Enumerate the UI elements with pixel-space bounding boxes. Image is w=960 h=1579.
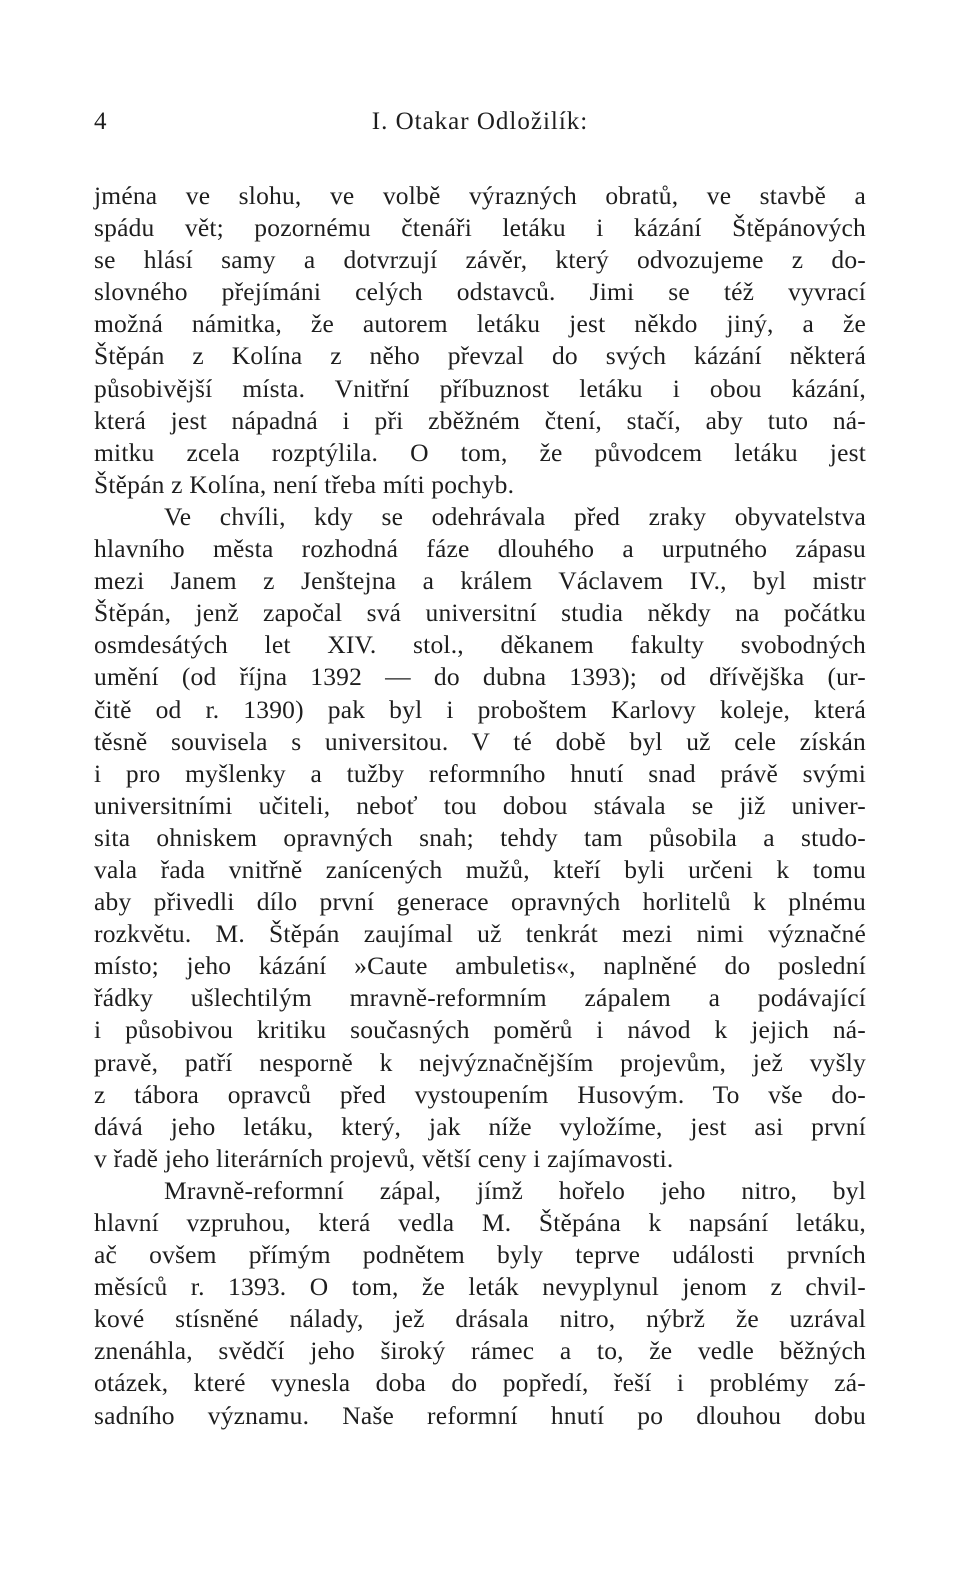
text-line: měsíců r. 1393. O tom, že leták nevyplynul jenom z chvil- [94,1272,866,1302]
text-line: i pro myšlenky a tužby reformního hnutí snad právě svými [94,758,866,788]
text-line: v řadě jeho literárních projevů, větší ceny i zajímavosti. [94,1143,674,1173]
text-line: která jest nápadná i při zběžném čtení, stačí, aby tuto ná- [94,405,866,435]
running-head-title: I. Otakar Odložilík: [371,108,589,135]
text-line: těsně souvisela s universitou. V té době byl už cele získán [94,726,866,756]
text-line: spádu vět; pozornému čtenáři letáku i kázání Štěpánových [94,213,866,243]
text-line: slovného přejímáni celých odstavců. Jimi se též vyvrací [94,277,866,307]
text-line: umění (od října 1392 — do dubna 1393); od dřívějška (ur- [94,662,866,692]
text-line: aby přivedli dílo první generace opravných horlitelů k plnému [94,887,866,917]
text-line: kové stísněné nálady, jež drásala nitro, nýbrž že uzrával [94,1304,866,1334]
text-line: rozkvětu. M. Štěpán zaujímal už tenkrát mezi nimi význačné [94,919,866,949]
text-line: mitku zcela rozptýlila. O tom, že původcem letáku jest [94,437,866,467]
body-text [94,180,866,1432]
book-page [94,108,866,1432]
text-line: hlavního města rozhodná fáze dlouhého a urputného zápasu [94,534,866,564]
text-line: vala řada vnitřně zanícených mužů, kteří byli určeni k tomu [94,854,866,884]
text-line: jména ve slohu, ve volbě výrazných obratů, ve stavbě a [94,181,866,210]
text-line: mezi Janem z Jenštejna a králem Václavem IV., byl mistr [94,566,866,596]
text-line: místo; jeho kázání »Caute ambuletis«, naplněné do poslední [94,951,866,981]
text-line: čitě od r. 1390) pak byl i proboštem Karlovy koleje, která [94,694,866,724]
text-line: ač ovšem přímým podnětem byly teprve události prvních [94,1240,866,1270]
text-line: se hlásí samy a dotvrzují závěr, který odvozujeme z do- [94,245,866,275]
text-line: Štěpán, jenž započal svá universitní studia někdy na počátku [94,598,866,628]
text-line: řádky ušlechtilým mravně-reformním zápalem a podávající [94,983,866,1013]
page-number: 4 [94,108,107,135]
text-line: možná námitka, že autorem letáku jest někdo jiný, a že [94,309,866,339]
text-line: universitními učiteli, neboť tou dobou stávala se již univer- [94,790,866,820]
text-line: Ve chvíli, kdy se odehrávala před zraky obyvatelstva [164,501,866,531]
text-line: pravě, patří nesporně k nejvýznačnějším projevům, jež vyšly [94,1047,866,1077]
text-line: Štěpán z Kolína z něho převzal do svých kázání některá [94,341,866,371]
text-line: působivější místa. Vnitřní příbuznost letáku i obou kázání, [94,373,866,403]
running-head [94,108,866,148]
text-line: i působivou kritiku současných poměrů i návod k jejich ná- [94,1015,866,1045]
text-line: znenáhla, svědčí jeho široký rámec a to, že vedle běžných [94,1336,866,1366]
text-line: z tábora opravců před vystoupením Husovým. To vše do- [94,1079,866,1109]
text-line: Mravně-reformní zápal, jímž hořelo jeho nitro, byl [164,1175,866,1205]
text-line: sita ohniskem opravných snah; tehdy tam působila a studo- [94,822,866,852]
text-line: dává jeho letáku, který, jak níže vyložíme, jest asi první [94,1111,866,1141]
text-line: osmdesátých let XIV. stol., děkanem fakulty svobodných [94,630,866,660]
text-line: hlavní vzpruhou, která vedla M. Štěpána k napsání letáku, [94,1208,866,1237]
text-line: otázek, které vynesla doba do popředí, řeší i problémy zá- [94,1368,866,1398]
text-line: sadního významu. Naše reformní hnutí po dlouhou dobu [94,1400,866,1430]
text-line: Štěpán z Kolína, není třeba míti pochyb. [94,469,515,499]
